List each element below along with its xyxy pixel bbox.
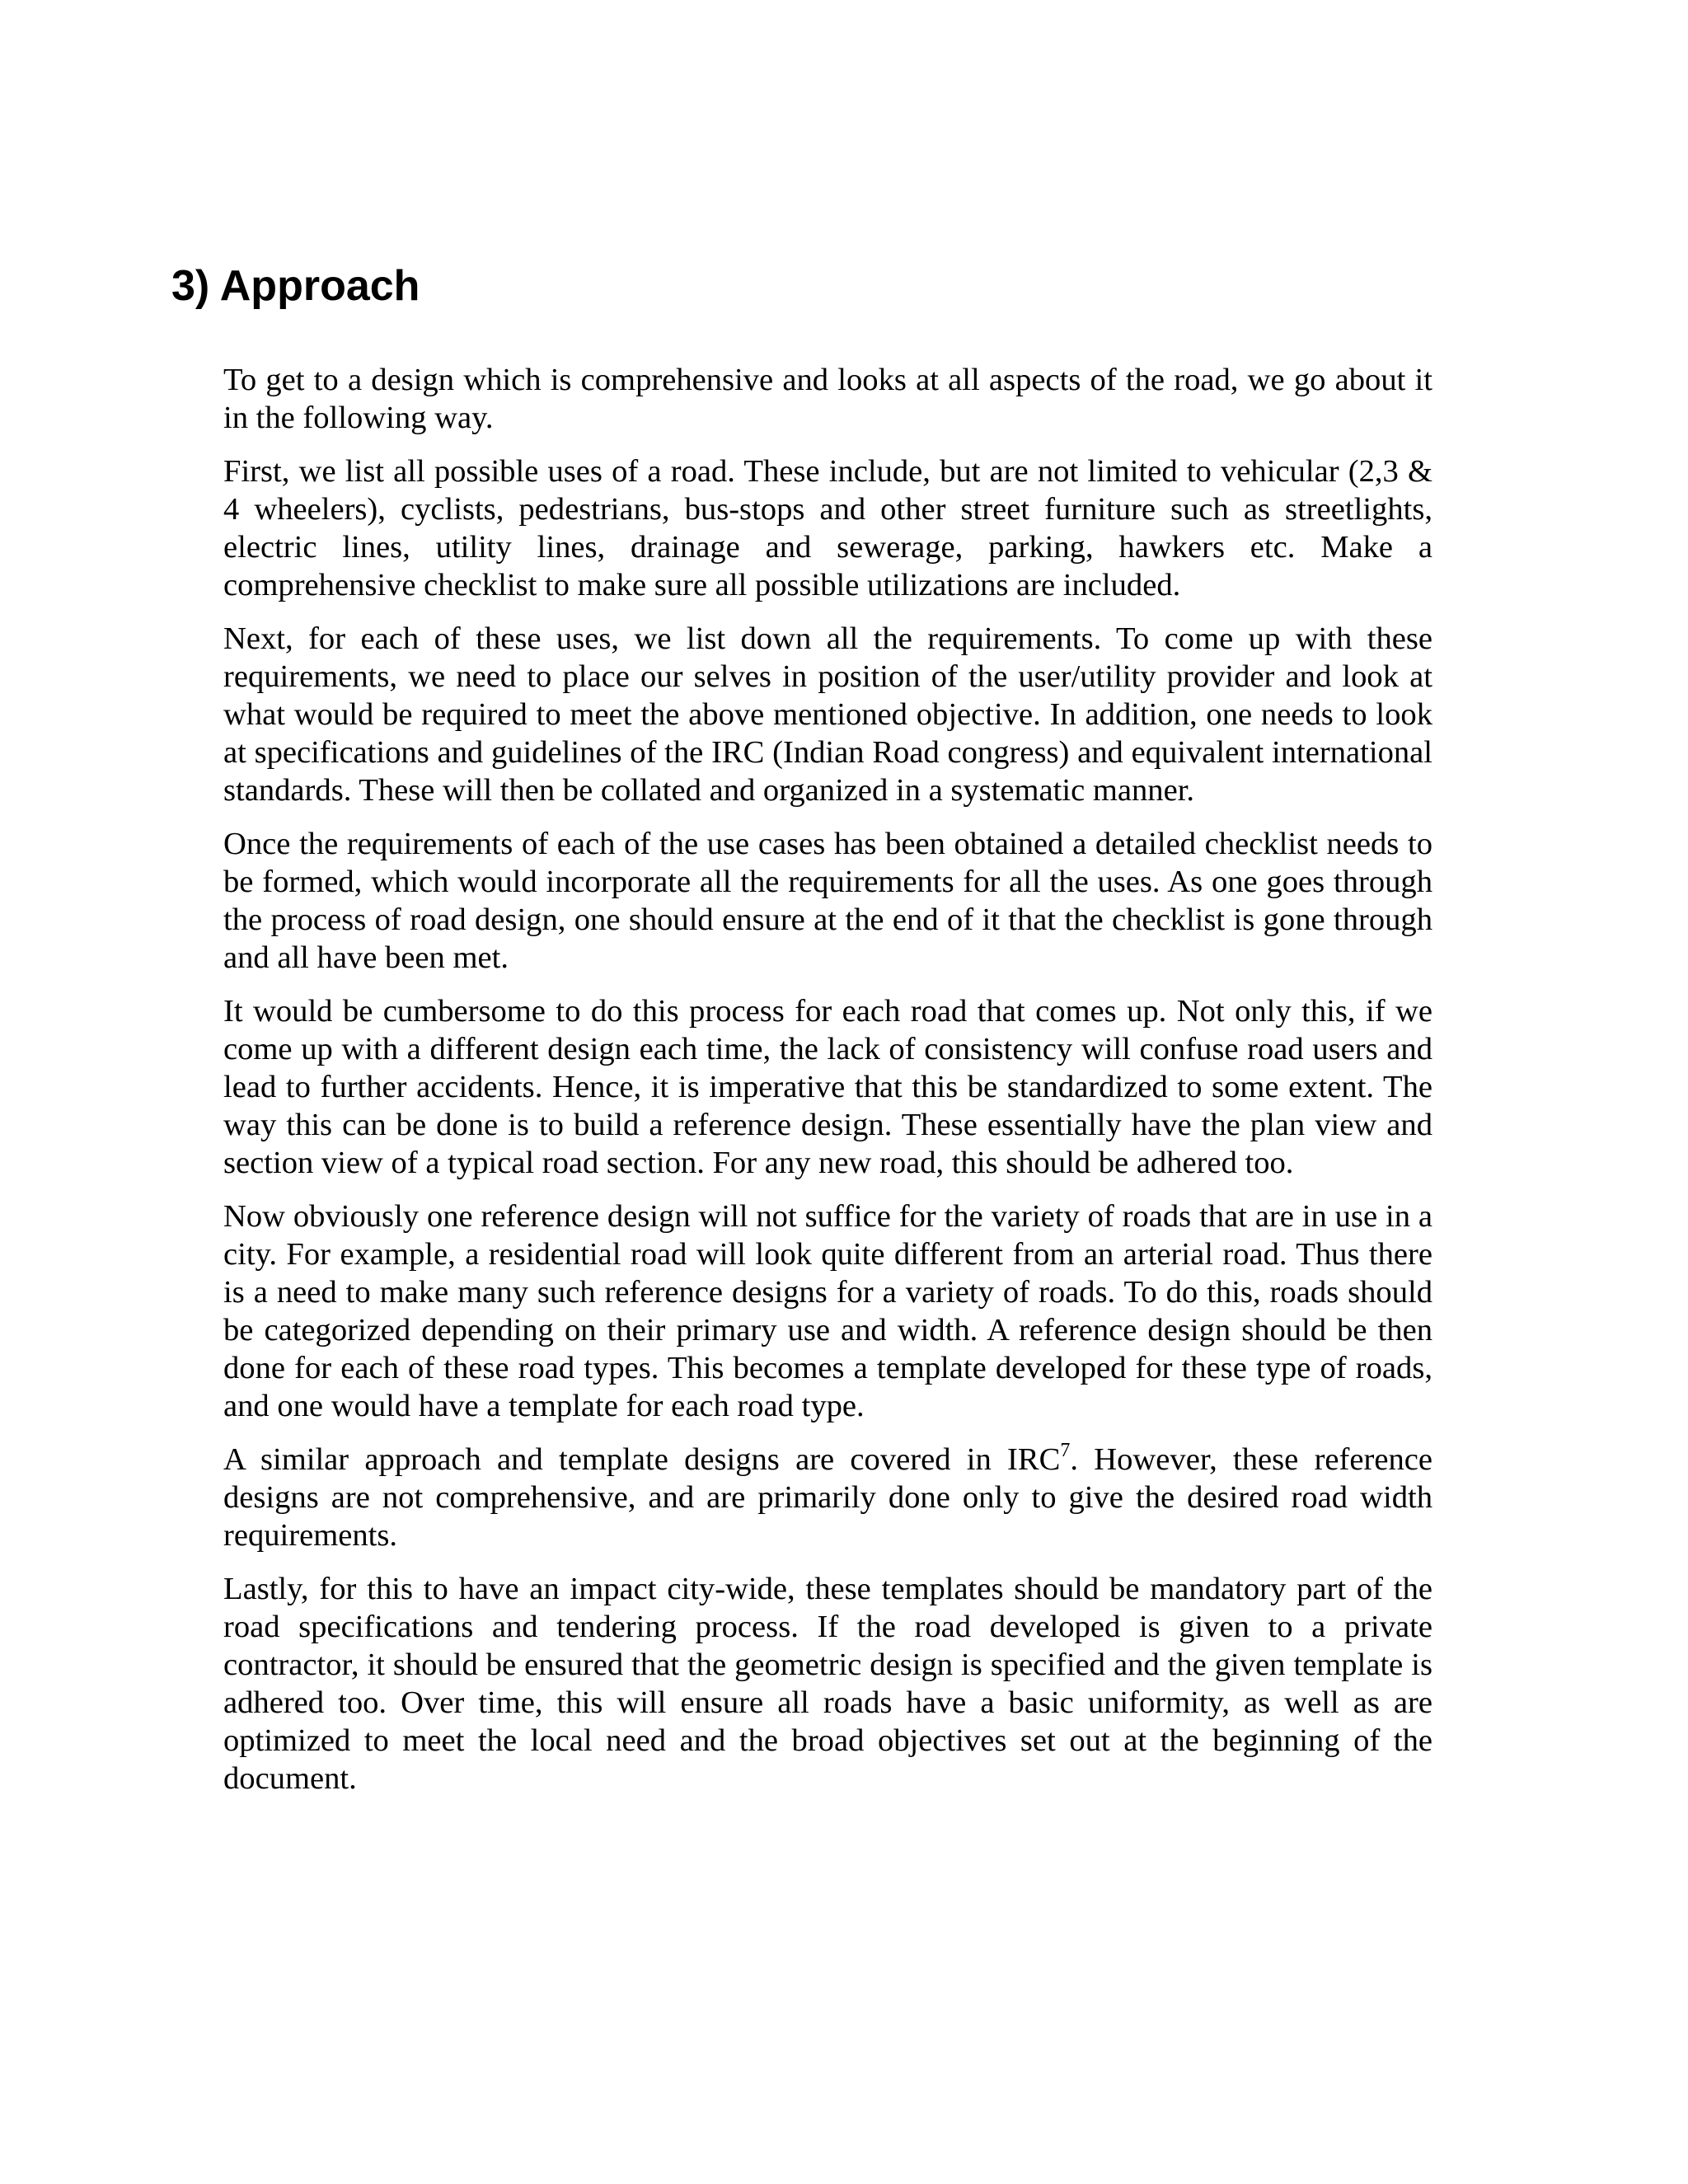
paragraph-road-types: Now obviously one reference design will not suffice for the variety of roads that are in use in a city. For example, a residential road will look quite different from an arterial road. Thus there is a need to make many such reference designs for a variety of roads. To do this, roads should be categorized depending on their primary use and width. A reference design should be then done for each of these road types. This becomes a template developed for these type of roads, and one would have a template for each road type. <box>223 1199 1432 1423</box>
paragraph-intro: To get to a design which is comprehensive and looks at all aspects of the road, we go about it in the following way. <box>223 363 1432 435</box>
paragraph-uses: First, we list all possible uses of a road. These include, but are not limited to vehicular (2,3 & 4 wheelers), cyclists, pedestrians, bus-stops and other street furniture such as streetlights, electric lines, utility lines, drainage and sewerage, parking, hawkers etc. Make a comprehensive checklist to make sure all possible utilizations are included. <box>223 454 1432 602</box>
paragraph-checklist: Once the requirements of each of the use cases has been obtained a detailed checklist needs to be formed, which would incorporate all the requirements for all the uses. As one goes through the process of road design, one should ensure at the end of it that the checklist is gone through and all have been met. <box>223 827 1432 975</box>
paragraph-closing: Lastly, for this to have an impact city-wide, these templates should be mandatory part of the road specifications and tendering process. If the road developed is given to a private contractor, it should be ensured that the geometric design is specified and the given template is adhered too. Over time, this will ensure all roads have a basic uniformity, as well as are optimized to meet the local need and the broad objectives set out at the beginning of the document. <box>223 1572 1432 1796</box>
paragraph-requirements: Next, for each of these uses, we list down all the requirements. To come up with these requirements, we need to place our selves in position of the user/utility provider and look at what would be required to meet the above mentioned objective. In addition, one needs to look at specifications and guidelines of the IRC (Indian Road congress) and equivalent international standards. These will then be collated and organized in a systematic manner. <box>223 621 1432 808</box>
paragraph-irc <box>223 1441 1432 1554</box>
irc-text-before: A similar approach and template designs are covered in IRC <box>223 1442 1061 1477</box>
footnote-reference[interactable]: 7 <box>1060 1440 1071 1461</box>
section-body <box>223 361 1432 1797</box>
section-heading: 3) Approach <box>171 262 420 310</box>
irc-text-after: . However, these reference designs are not comprehensive, and are primarily done only to give the desired road width requirements. <box>223 1442 1433 1553</box>
paragraph-standardization: It would be cumbersome to do this process for each road that comes up. Not only this, if we come up with a different design each time, the lack of consistency will confuse road users and lead to further accidents. Hence, it is imperative that this be standardized to some extent. The way this can be done is to build a reference design. These essentially have the plan view and section view of a typical road section. For any new road, this should be adhered too. <box>223 994 1432 1180</box>
